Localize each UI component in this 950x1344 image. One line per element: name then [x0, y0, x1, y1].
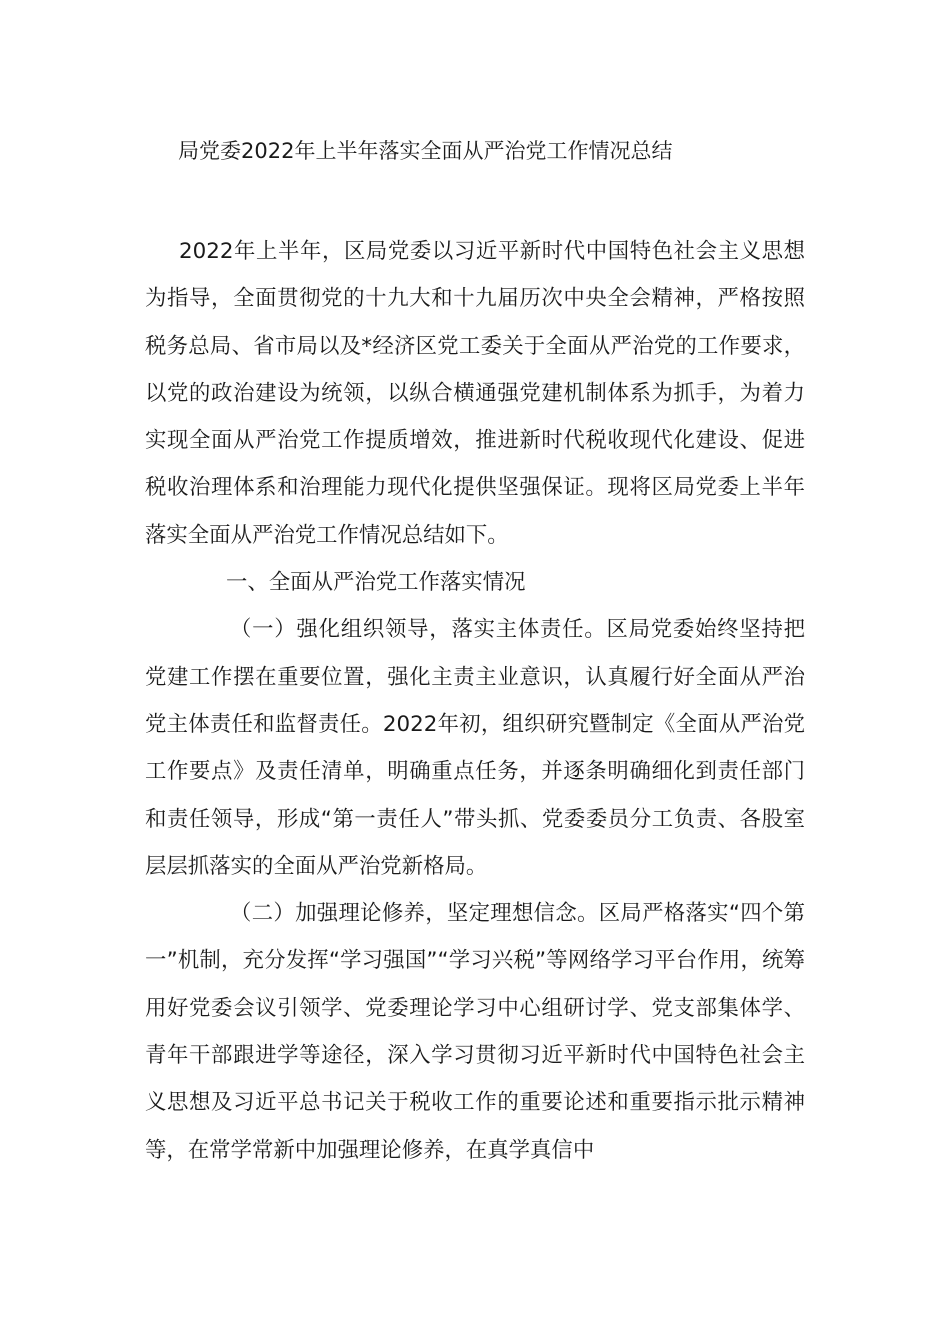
document-body	[145, 228, 805, 1174]
intro-paragraph: 2022年上半年，区局党委以习近平新时代中国特色社会主义思想为指导，全面贯彻党的十九大和十九届历次中央全会精神，严格按照税务总局、省市局以及*经济区党工委关于全面从严治党的工作要求，以党的政治建设为统领，以纵合横通强党建机制体系为抓手，为着力实现全面从严治党工作提质增效，推进新时代税收现代化建设、促进税收治理体系和治理能力现代化提供坚强保证。现将区局党委上半年落实全面从严治党工作情况总结如下。	[145, 239, 805, 548]
subsection-paragraph-1: （一）强化组织领导，落实主体责任。区局党委始终坚持把党建工作摆在重要位置，强化主责主业意识，认真履行好全面从严治党主体责任和监督责任。2022年初，组织研究暨制定《全面从严治党工作要点》及责任清单，明确重点任务，并逐条明确细化到责任部门和责任领导，形成“第一责任人”带头抓、党委委员分工负责、各股室层层抓落实的全面从严治党新格局。	[145, 617, 805, 879]
subsection-paragraph-2: （二）加强理论修养，坚定理想信念。区局严格落实“四个第一”机制，充分发挥“学习强国”“学习兴税”等网络学习平台作用，统筹用好党委会议引领学、党委理论学习中心组研讨学、党支部集体学、青年干部跟进学等途径，深入学习贯彻习近平新时代中国特色社会主义思想及习近平总书记关于税收工作的重要论述和重要指示批示精神等，在常学常新中加强理论修养，在真学真信中	[145, 901, 805, 1163]
document-title: 局党委2022年上半年落实全面从严治党工作情况总结	[178, 139, 673, 163]
section-heading-1: 一、全面从严治党工作落实情况	[226, 570, 526, 596]
